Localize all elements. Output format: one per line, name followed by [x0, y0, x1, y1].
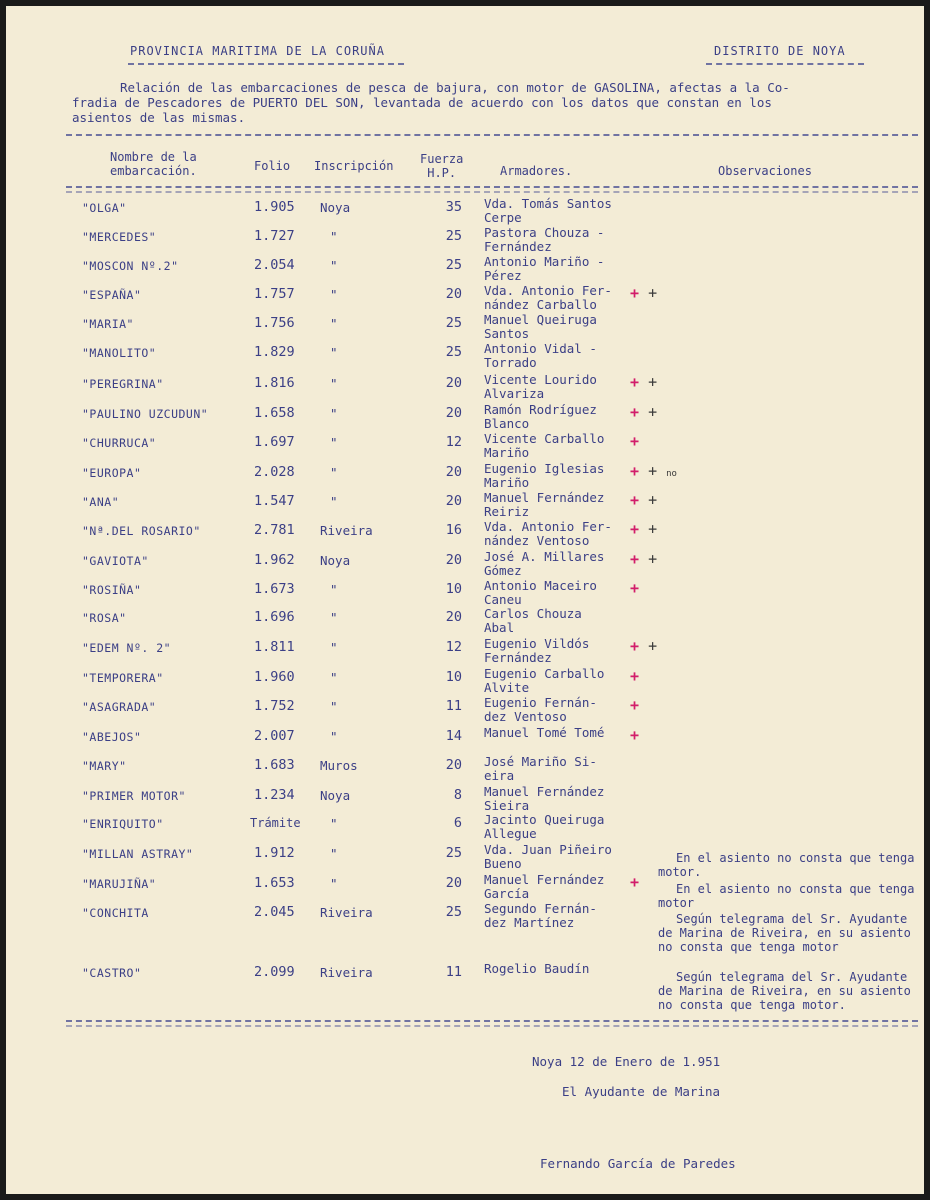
- tally-marks: + +: [630, 520, 658, 538]
- horsepower: 25: [445, 228, 462, 244]
- horsepower: 35: [445, 199, 462, 215]
- owner-line: Fernández: [484, 239, 552, 254]
- tally-marks: + +: [630, 550, 658, 568]
- intro-line: asientos de las mismas.: [72, 110, 246, 125]
- horsepower: 25: [445, 845, 462, 861]
- bottom-rule: [66, 1020, 918, 1022]
- owner-line: Sieira: [484, 798, 530, 813]
- inscription-port: ": [330, 435, 338, 450]
- inscription-port: ": [330, 846, 338, 861]
- vessel-name: "Nª.DEL ROSARIO": [82, 524, 201, 538]
- bottom-rule-2: [66, 1025, 918, 1027]
- inscription-port: ": [330, 465, 338, 480]
- inscription-port: Noya: [320, 788, 351, 803]
- owner-line: Manuel Queiruga: [484, 312, 597, 327]
- horsepower: 16: [445, 522, 462, 538]
- province-underline: [128, 63, 404, 65]
- horsepower: 20: [445, 552, 462, 568]
- owner-line: dez Ventoso: [484, 709, 567, 724]
- horsepower: 25: [445, 904, 462, 920]
- owner-line: José Mariño Si-: [484, 754, 597, 769]
- tally-marks: + +: [630, 403, 658, 421]
- owner-line: Antonio Mariño -: [484, 254, 605, 269]
- owner-line: Antonio Vidal -: [484, 341, 597, 356]
- horsepower: 20: [445, 286, 462, 302]
- inscription-port: ": [330, 345, 338, 360]
- owner-line: nández Carballo: [484, 297, 597, 312]
- header-rule: [66, 186, 918, 188]
- horsepower: 25: [445, 344, 462, 360]
- horsepower: 20: [445, 875, 462, 891]
- district-underline: [706, 63, 864, 65]
- inscription-port: ": [330, 816, 338, 831]
- tally-marks: + + no: [630, 462, 677, 480]
- owner-line: Mariño: [484, 445, 530, 460]
- owner-line: Gómez: [484, 563, 522, 578]
- inscription-port: Noya: [320, 553, 351, 568]
- owner-line: Vda. Antonio Fer-: [484, 283, 612, 298]
- observation-3: Según telegrama del Sr. Ayudante de Marina de Riveira, en su asiento no consta que tenga motor: [658, 912, 911, 954]
- owner-line: Vda. Tomás Santos: [484, 196, 612, 211]
- inscription-port: ": [330, 287, 338, 302]
- vessel-name: "MERCEDES": [82, 230, 157, 244]
- folio-number: 2.045: [254, 904, 295, 920]
- tally-marks: +: [630, 696, 640, 714]
- folio-number: 1.960: [254, 669, 295, 685]
- owner-line: Pérez: [484, 268, 522, 283]
- owner-line: Vda. Juan Piñeiro: [484, 842, 612, 857]
- vessel-name: "ROSIÑA": [82, 583, 142, 597]
- inscription-port: Riveira: [320, 523, 373, 538]
- folio-number: 1.683: [254, 757, 295, 773]
- folio-number: 1.727: [254, 228, 295, 244]
- folio-number: 1.829: [254, 344, 295, 360]
- vessel-name: "MANOLITO": [82, 346, 157, 360]
- folio-number: 1.756: [254, 315, 295, 331]
- folio-number: Trámite: [250, 816, 301, 830]
- horsepower: 11: [445, 698, 462, 714]
- observation-4: Según telegrama del Sr. Ayudante de Marina de Riveira, en su asiento no consta que tenga motor.: [658, 970, 911, 1012]
- place-date: Noya 12 de Enero de 1.951: [532, 1054, 721, 1069]
- vessel-name: "PAULINO UZCUDUN": [82, 407, 209, 421]
- owner-line: Eugenio Carballo: [484, 666, 605, 681]
- vessel-name: "MILLAN ASTRAY": [82, 847, 194, 861]
- col-header-folio: Folio: [254, 159, 291, 173]
- horsepower: 25: [445, 315, 462, 331]
- owner-line: Vicente Lourido: [484, 372, 597, 387]
- vessel-name: "EUROPA": [82, 466, 142, 480]
- folio-number: 1.697: [254, 434, 295, 450]
- owner-line: Manuel Tomé Tomé: [484, 725, 605, 740]
- district-heading: DISTRITO DE NOYA: [714, 44, 846, 58]
- folio-number: 1.658: [254, 405, 295, 421]
- folio-number: 1.547: [254, 493, 295, 509]
- owner-line: Torrado: [484, 355, 537, 370]
- horsepower: 10: [445, 669, 462, 685]
- vessel-name: "GAVIOTA": [82, 554, 149, 568]
- owner-line: Manuel Fernández: [484, 784, 605, 799]
- tally-marks: + +: [630, 491, 658, 509]
- vessel-name: "PRIMER MOTOR": [82, 789, 186, 803]
- vessel-name: "MOSCON Nº.2": [82, 259, 179, 273]
- tally-marks: + +: [630, 637, 658, 655]
- tally-marks: +: [630, 667, 640, 685]
- tally-marks: +: [630, 432, 640, 450]
- folio-number: 1.962: [254, 552, 295, 568]
- owner-line: Reiriz: [484, 504, 530, 519]
- folio-number: 1.752: [254, 698, 295, 714]
- vessel-name: "ANA": [82, 495, 120, 509]
- intro-rule: [66, 134, 918, 136]
- folio-number: 2.007: [254, 728, 295, 744]
- tally-marks: + +: [630, 373, 658, 391]
- vessel-name: "ENRIQUITO": [82, 817, 164, 831]
- folio-number: 1.673: [254, 581, 295, 597]
- folio-number: 1.816: [254, 375, 295, 391]
- province-heading: PROVINCIA MARITIMA DE LA CORUÑA: [130, 44, 385, 58]
- inscription-port: ": [330, 229, 338, 244]
- owner-line: Bueno: [484, 856, 522, 871]
- folio-number: 1.905: [254, 199, 295, 215]
- inscription-port: ": [330, 316, 338, 331]
- horsepower: 25: [445, 257, 462, 273]
- horsepower: 6: [453, 815, 462, 831]
- inscription-port: ": [330, 376, 338, 391]
- owner-line: Vicente Carballo: [484, 431, 605, 446]
- col-header-inscription: Inscripción: [314, 159, 394, 173]
- inscription-port: ": [330, 582, 338, 597]
- owner-line: García: [484, 886, 530, 901]
- col-header-power: Fuerza H.P.: [420, 152, 464, 180]
- inscription-port: ": [330, 876, 338, 891]
- horsepower: 20: [445, 405, 462, 421]
- vessel-name: "OLGA": [82, 201, 127, 215]
- folio-number: 2.054: [254, 257, 295, 273]
- inscription-port: ": [330, 494, 338, 509]
- vessel-name: "ASAGRADA": [82, 700, 157, 714]
- signatory-name: Fernando García de Paredes: [540, 1156, 736, 1171]
- folio-number: 1.757: [254, 286, 295, 302]
- owner-line: Alvariza: [484, 386, 545, 401]
- horsepower: 10: [445, 581, 462, 597]
- vessel-name: "EDEM Nº. 2": [82, 641, 172, 655]
- intro-line: fradia de Pescadores de PUERTO DEL SON, levantada de acuerdo con los datos que constan en los: [72, 95, 772, 110]
- col-header-name: Nombre de la embarcación.: [110, 150, 197, 178]
- observation-1: En el asiento no consta que tenga motor.: [658, 851, 915, 879]
- owner-line: dez Martínez: [484, 915, 575, 930]
- vessel-name: "MARY": [82, 759, 127, 773]
- folio-number: 1.811: [254, 639, 295, 655]
- signer-role: El Ayudante de Marina: [562, 1084, 721, 1099]
- intro-paragraph: [72, 80, 918, 125]
- tally-marks: +: [630, 726, 640, 744]
- horsepower: 20: [445, 375, 462, 391]
- folio-number: 1.696: [254, 609, 295, 625]
- col-header-observations: Observaciones: [718, 164, 812, 178]
- horsepower: 20: [445, 609, 462, 625]
- owner-line: Abal: [484, 620, 515, 635]
- tally-marks: + +: [630, 284, 658, 302]
- vessel-name: "CASTRO": [82, 966, 142, 980]
- owner-line: nández Ventoso: [484, 533, 590, 548]
- owner-line: Caneu: [484, 592, 522, 607]
- owner-line: Pastora Chouza -: [484, 225, 605, 240]
- vessel-name: "TEMPORERA": [82, 671, 164, 685]
- owner-line: Eugenio Fernán-: [484, 695, 597, 710]
- horsepower: 12: [445, 434, 462, 450]
- owner-line: Eugenio Iglesias: [484, 461, 605, 476]
- horsepower: 12: [445, 639, 462, 655]
- owner-line: Ramón Rodríguez: [484, 402, 597, 417]
- owner-line: eira: [484, 768, 515, 783]
- owner-line: Santos: [484, 326, 530, 341]
- owner-line: Manuel Fernández: [484, 872, 605, 887]
- owner-line: Segundo Fernán-: [484, 901, 597, 916]
- tally-marks: +: [630, 579, 640, 597]
- owner-line: Rogelio Baudín: [484, 961, 590, 976]
- owner-line: Fernández: [484, 650, 552, 665]
- vessel-name: "PEREGRINA": [82, 377, 164, 391]
- horsepower: 20: [445, 757, 462, 773]
- folio-number: 1.912: [254, 845, 295, 861]
- folio-number: 2.781: [254, 522, 295, 538]
- intro-line: Relación de las embarcaciones de pesca de bajura, con motor de GASOLINA, afectas a la Co-: [120, 80, 790, 95]
- owner-line: Cerpe: [484, 210, 522, 225]
- owner-line: Jacinto Queiruga: [484, 812, 605, 827]
- owner-line: Manuel Fernández: [484, 490, 605, 505]
- folio-number: 2.099: [254, 964, 295, 980]
- inscription-port: ": [330, 670, 338, 685]
- owner-line: José A. Millares: [484, 549, 605, 564]
- inscription-port: Riveira: [320, 965, 373, 980]
- owner-line: Vda. Antonio Fer-: [484, 519, 612, 534]
- vessel-name: "ABEJOS": [82, 730, 142, 744]
- folio-number: 1.234: [254, 787, 295, 803]
- horsepower: 20: [445, 464, 462, 480]
- vessel-name: "ROSA": [82, 611, 127, 625]
- owner-line: Eugenio Vildós: [484, 636, 590, 651]
- owner-line: Mariño: [484, 475, 530, 490]
- horsepower: 8: [453, 787, 462, 803]
- inscription-port: ": [330, 729, 338, 744]
- col-header-owners: Armadores.: [500, 164, 573, 178]
- vessel-name: "MARUJIÑA": [82, 877, 157, 891]
- owner-line: Antonio Maceiro: [484, 578, 597, 593]
- horsepower: 20: [445, 493, 462, 509]
- horsepower: 14: [445, 728, 462, 744]
- inscription-port: Riveira: [320, 905, 373, 920]
- vessel-name: "MARIA": [82, 317, 134, 331]
- vessel-name: "ESPAÑA": [82, 288, 142, 302]
- owner-line: Alvite: [484, 680, 530, 695]
- observation-2: En el asiento no consta que tenga motor: [658, 882, 915, 910]
- inscription-port: ": [330, 640, 338, 655]
- owner-line: Carlos Chouza: [484, 606, 582, 621]
- tally-marks: +: [630, 873, 640, 891]
- inscription-port: Muros: [320, 758, 358, 773]
- inscription-port: ": [330, 406, 338, 421]
- header-rule-2: [66, 191, 918, 193]
- inscription-port: ": [330, 258, 338, 273]
- owner-line: Allegue: [484, 826, 537, 841]
- folio-number: 1.653: [254, 875, 295, 891]
- owner-line: Blanco: [484, 416, 530, 431]
- vessel-name: "CHURRUCA": [82, 436, 157, 450]
- inscription-port: Noya: [320, 200, 351, 215]
- folio-number: 2.028: [254, 464, 295, 480]
- vessel-name: "CONCHITA: [82, 906, 149, 920]
- inscription-port: ": [330, 610, 338, 625]
- document-page: [6, 6, 924, 1194]
- horsepower: 11: [445, 964, 462, 980]
- inscription-port: ": [330, 699, 338, 714]
